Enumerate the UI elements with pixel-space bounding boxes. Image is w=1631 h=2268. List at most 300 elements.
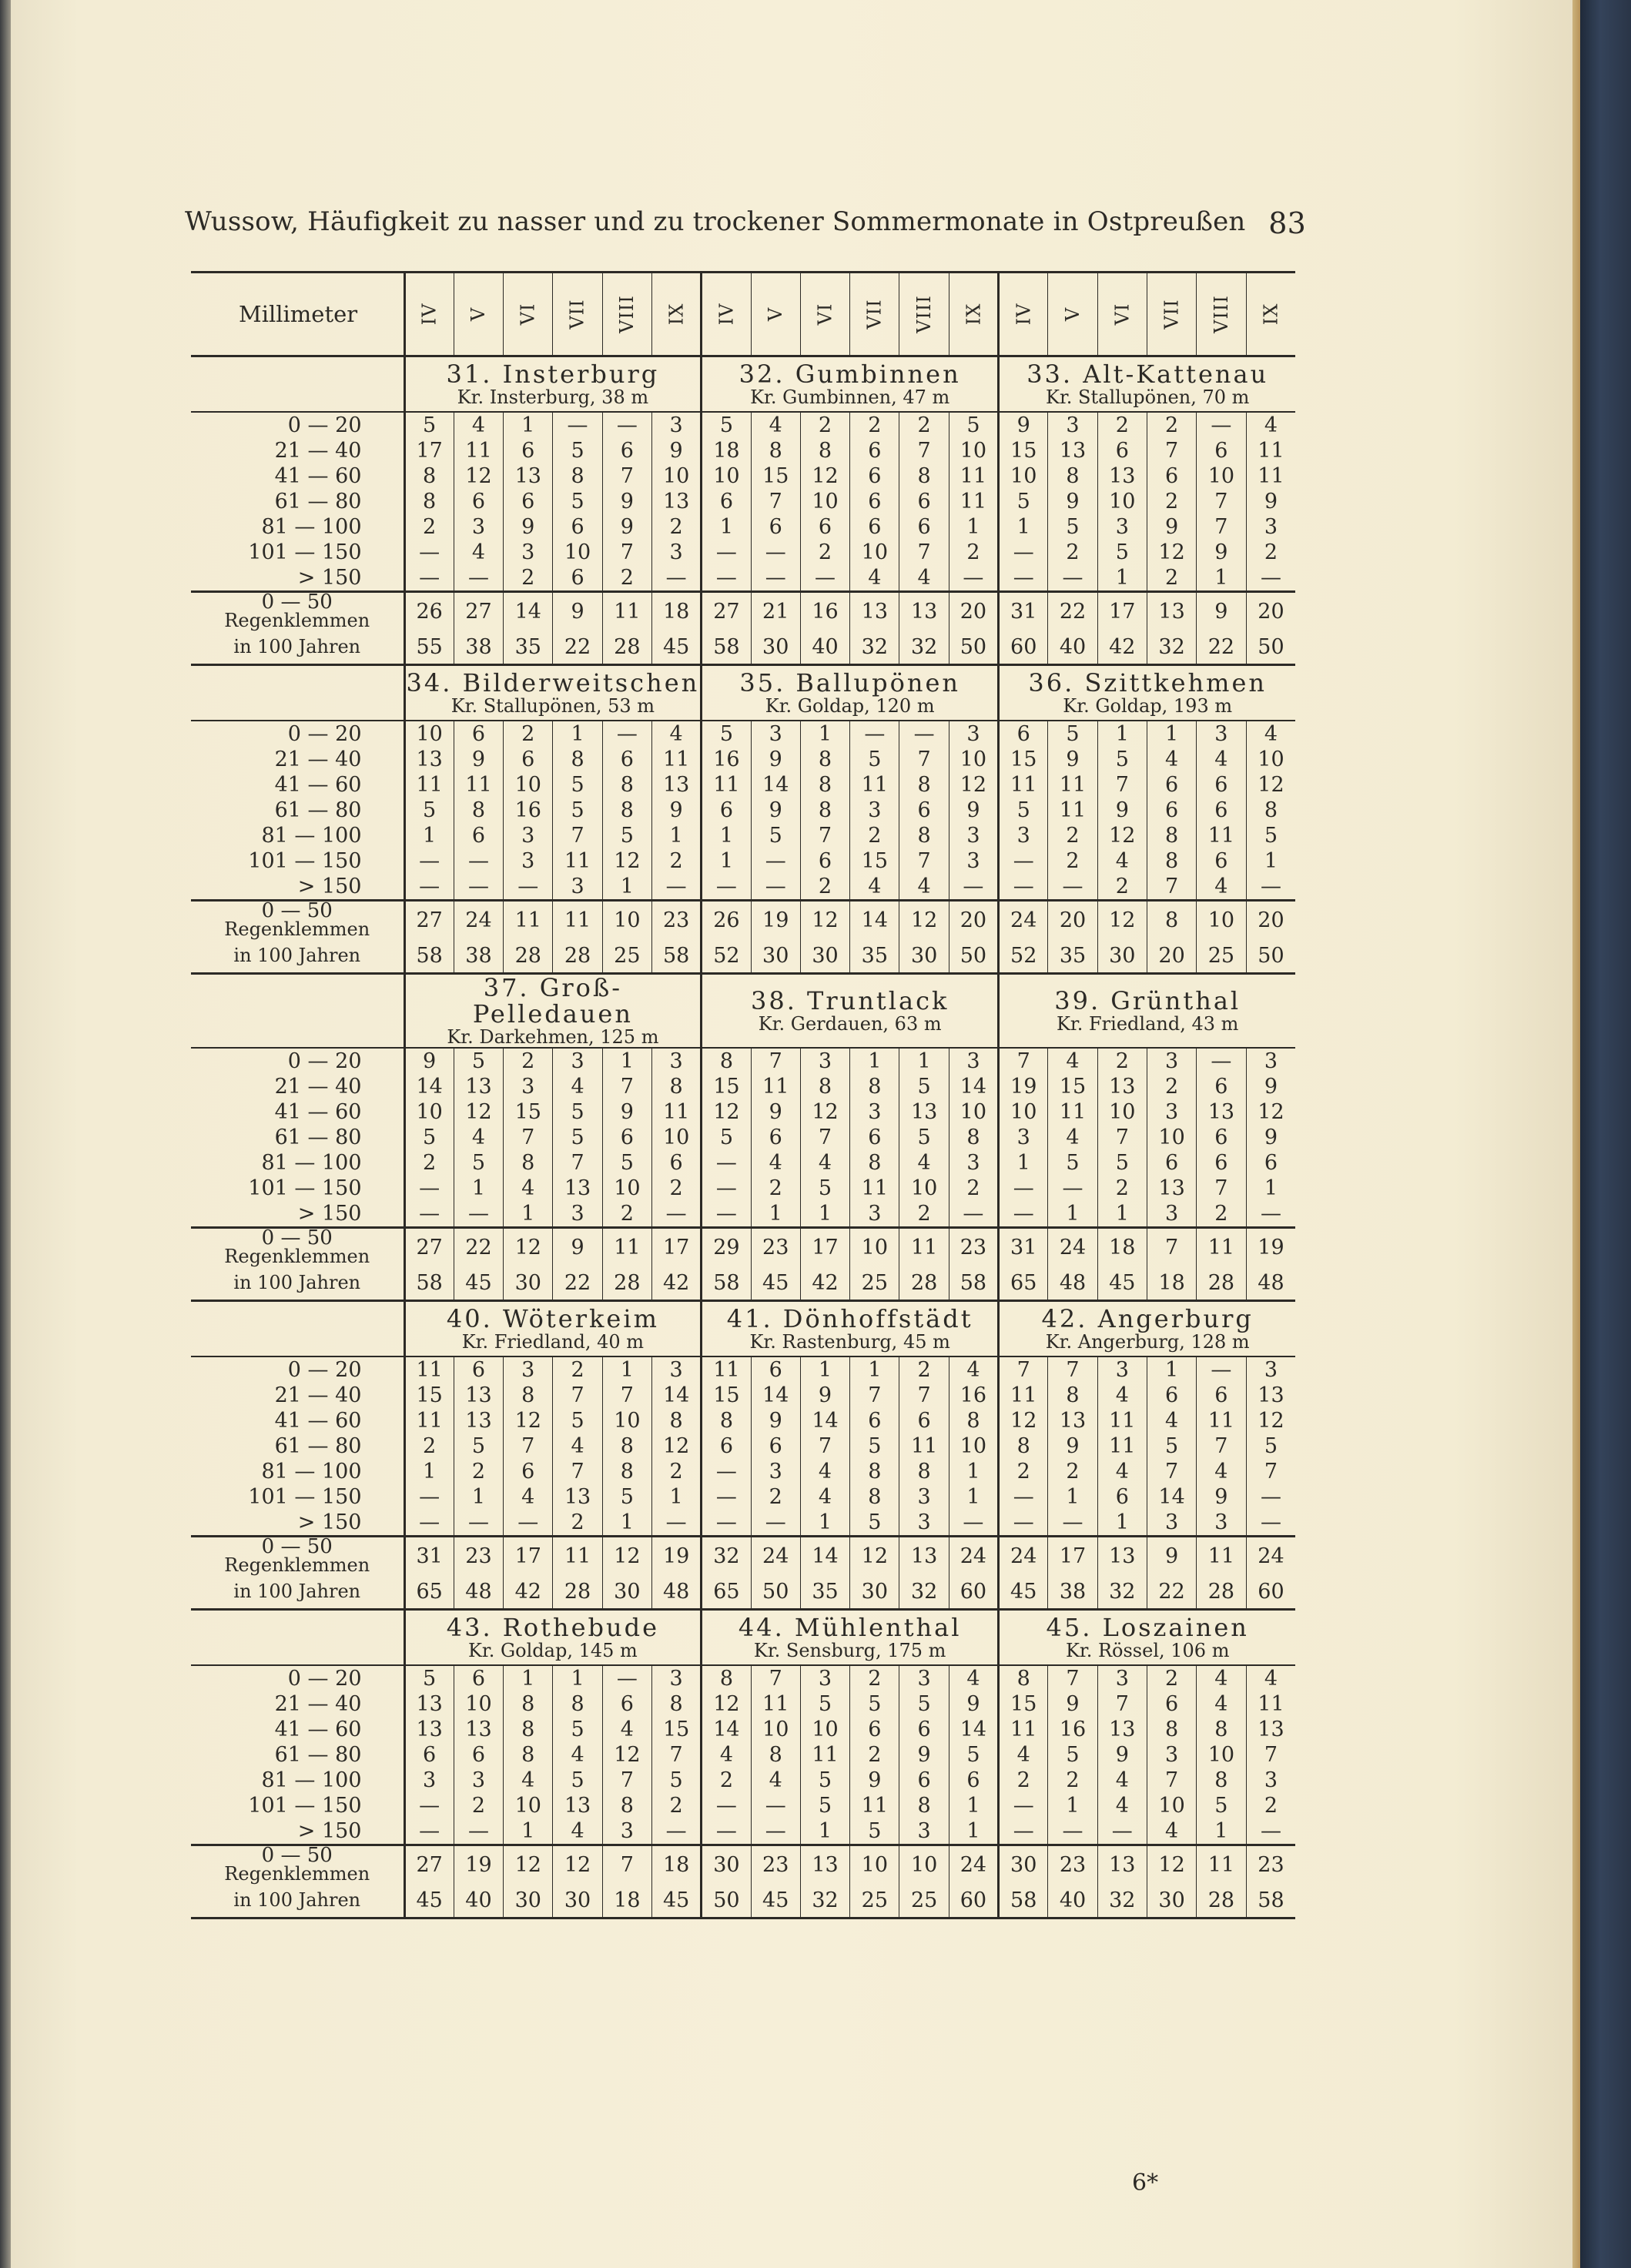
table-cell: 7 [1246, 1459, 1295, 1484]
table-row [191, 1176, 1295, 1201]
table-cell: 8 [553, 1691, 602, 1717]
table-cell: 11 [800, 1742, 849, 1768]
table-cell: 3 [553, 1201, 602, 1228]
table-cell: 1 [1147, 721, 1196, 747]
summary-cell: 10 [602, 901, 651, 939]
summary-cell: 40 [1048, 630, 1097, 665]
row-label: 61 — 80 [274, 489, 362, 513]
station-name: 35. Ballupönen [739, 668, 960, 697]
table-cell: 5 [999, 798, 1048, 823]
summary-cell: 48 [651, 1574, 701, 1610]
table-cell: 4 [1246, 412, 1295, 438]
table-cell: 2 [1246, 540, 1295, 565]
table-cell: 10 [949, 747, 998, 772]
table-row [191, 1099, 1295, 1125]
row-label: 0 — 20 [287, 1049, 362, 1073]
row-label: 0 — 20 [287, 1666, 362, 1691]
table-cell: 9 [1197, 1484, 1246, 1510]
table-cell: — [404, 1818, 454, 1845]
table-cell: 1 [404, 1459, 454, 1484]
table-cell: 11 [1048, 772, 1097, 798]
table-cell: 13 [553, 1176, 602, 1201]
table-cell: — [999, 1510, 1048, 1537]
table-cell: 9 [1097, 798, 1147, 823]
table-cell: 5 [800, 1793, 849, 1818]
table-cell: — [404, 1176, 454, 1201]
station-header [999, 974, 1296, 1049]
summary-cell: 45 [404, 1883, 454, 1918]
table-cell: 3 [949, 848, 998, 874]
summary-cell: 9 [553, 1228, 602, 1266]
table-cell: 2 [1197, 1201, 1246, 1228]
table-cell: 10 [800, 489, 849, 514]
row-label: 101 — 150 [248, 1484, 362, 1509]
station-district: Kr. Stallupönen, 70 m [1046, 386, 1250, 408]
table-cell: 8 [504, 1383, 553, 1408]
table-cell: 2 [504, 1048, 553, 1074]
table-cell: 10 [949, 1433, 998, 1459]
summary-label-range: 0 — 50 [261, 899, 333, 922]
table-cell: 11 [454, 438, 503, 463]
table-cell: 7 [1197, 514, 1246, 540]
table-row [191, 1408, 1295, 1433]
table-cell: 8 [602, 1433, 651, 1459]
table-row [191, 514, 1295, 540]
summary-cell: 52 [999, 938, 1048, 974]
table-cell: 2 [899, 1356, 949, 1383]
table-cell: 7 [800, 1433, 849, 1459]
summary-label [191, 901, 404, 939]
summary-cell: 20 [1246, 901, 1295, 939]
table-cell: 15 [404, 1383, 454, 1408]
table-cell: 11 [702, 772, 751, 798]
table-cell: 8 [899, 772, 949, 798]
table-cell: 2 [1097, 412, 1147, 438]
table-cell: 1 [1048, 1201, 1097, 1228]
table-cell: 8 [850, 1074, 899, 1099]
table-cell: 1 [850, 1048, 899, 1074]
month-header [850, 273, 899, 356]
table-cell: 3 [651, 1048, 701, 1074]
table-cell: 5 [949, 412, 998, 438]
table-cell: 2 [1048, 1768, 1097, 1793]
row-label: > 150 [191, 565, 404, 592]
table-row [191, 1818, 1295, 1845]
table-cell: 2 [404, 514, 454, 540]
table-cell: 14 [949, 1074, 998, 1099]
table-cell: 1 [800, 721, 849, 747]
table-cell: 8 [751, 1742, 800, 1768]
table-cell: — [404, 1201, 454, 1228]
table-cell: 8 [651, 1691, 701, 1717]
row-label: 21 — 40 [274, 747, 362, 771]
table-cell: 10 [1197, 463, 1246, 489]
table-cell: 1 [1048, 1793, 1097, 1818]
table-cell: 15 [702, 1074, 751, 1099]
table-cell: 5 [850, 1433, 899, 1459]
row-label: 41 — 60 [274, 1099, 362, 1124]
month-header-label: VII [863, 299, 886, 329]
table-cell: 6 [454, 1742, 503, 1768]
table-cell: 4 [850, 565, 899, 592]
table-cell: 4 [504, 1484, 553, 1510]
table-cell: 4 [1197, 1665, 1246, 1691]
month-header [602, 273, 651, 356]
table-cell: 10 [850, 540, 899, 565]
summary-row [191, 592, 1295, 631]
table-cell: 10 [1246, 747, 1295, 772]
table-cell: 5 [999, 489, 1048, 514]
table-cell: 4 [899, 874, 949, 901]
table-row [191, 1484, 1295, 1510]
table-cell: — [404, 874, 454, 901]
table-cell: — [850, 721, 899, 747]
table-cell: 10 [404, 721, 454, 747]
table-row [191, 798, 1295, 823]
summary-cell: 28 [899, 1266, 949, 1301]
summary-cell: 11 [553, 1537, 602, 1575]
station-header-spacer [191, 356, 404, 413]
table-cell: — [949, 1201, 998, 1228]
table-cell: 2 [850, 1742, 899, 1768]
table-cell: 5 [899, 1074, 949, 1099]
station-name: 41. Dönhoffstädt [726, 1304, 973, 1333]
table-cell: 13 [553, 1484, 602, 1510]
row-label: 0 — 20 [287, 1357, 362, 1382]
page-number: 83 [1268, 206, 1306, 240]
row-label: 81 — 100 [261, 823, 362, 848]
table-cell: 3 [404, 1768, 454, 1793]
summary-cell: 20 [949, 592, 998, 631]
table-cell: 7 [751, 489, 800, 514]
summary-row [191, 901, 1295, 939]
summary-cell: 25 [602, 938, 651, 974]
table-cell: 7 [553, 1459, 602, 1484]
table-cell: 10 [751, 1717, 800, 1742]
table-cell: 14 [751, 772, 800, 798]
table-cell: 5 [1097, 540, 1147, 565]
summary-cell: 20 [1246, 592, 1295, 631]
summary-cell: 28 [1197, 1266, 1246, 1301]
row-label: 81 — 100 [261, 514, 362, 539]
table-cell: 5 [454, 1433, 503, 1459]
table-cell: 5 [800, 1768, 849, 1793]
summary-cell: 28 [553, 1574, 602, 1610]
station-district: Kr. Insterburg, 38 m [457, 386, 649, 408]
table-cell: 6 [899, 1717, 949, 1742]
table-cell: 11 [1246, 463, 1295, 489]
summary-cell: 60 [999, 630, 1048, 665]
table-cell: — [454, 1510, 503, 1537]
table-cell: 1 [999, 514, 1048, 540]
table-cell: 12 [1097, 823, 1147, 848]
month-header [800, 273, 849, 356]
table-cell: 2 [949, 540, 998, 565]
station-district: Kr. Gerdauen, 63 m [758, 1013, 942, 1035]
table-cell: 2 [751, 1484, 800, 1510]
millimeter-header: Millimeter [191, 273, 404, 356]
summary-cell: 58 [651, 938, 701, 974]
table-cell: 10 [1197, 1742, 1246, 1768]
table-cell: 9 [651, 438, 701, 463]
station-header-row [191, 1301, 1295, 1357]
row-label: > 150 [191, 1201, 404, 1228]
table-cell: 1 [899, 1048, 949, 1074]
table-cell: 15 [651, 1717, 701, 1742]
table-cell: 4 [899, 1150, 949, 1176]
table-cell: 4 [1197, 747, 1246, 772]
table-cell: 6 [504, 489, 553, 514]
table-cell: 5 [850, 1510, 899, 1537]
table-cell: 5 [602, 823, 651, 848]
table-cell: — [1048, 1818, 1097, 1845]
table-cell: 13 [1147, 1176, 1196, 1201]
table-cell: 6 [1246, 1150, 1295, 1176]
summary-row [191, 1574, 1295, 1610]
table-cell: 8 [1147, 848, 1196, 874]
table-cell: 9 [751, 1408, 800, 1433]
summary-cell: 45 [454, 1266, 503, 1301]
table-cell: 6 [553, 565, 602, 592]
table-cell: 5 [602, 1150, 651, 1176]
table-cell: 7 [1197, 1433, 1246, 1459]
station-district: Kr. Goldap, 145 m [467, 1640, 638, 1661]
summary-cell: 45 [751, 1266, 800, 1301]
table-cell: 13 [651, 772, 701, 798]
table-cell: 7 [999, 1356, 1048, 1383]
table-cell: 3 [553, 874, 602, 901]
table-cell: 5 [800, 1176, 849, 1201]
table-cell: 5 [1097, 747, 1147, 772]
summary-label-title: Regenklemmen [224, 610, 370, 631]
summary-cell: 12 [504, 1228, 553, 1266]
table-cell: 1 [504, 412, 553, 438]
table-cell: 15 [751, 463, 800, 489]
summary-cell: 11 [602, 1228, 651, 1266]
summary-cell: 12 [553, 1845, 602, 1884]
table-cell: 3 [1147, 1201, 1196, 1228]
table-cell: 1 [602, 1510, 651, 1537]
summary-cell: 60 [949, 1574, 998, 1610]
table-cell: 7 [1097, 1125, 1147, 1150]
table-cell: 6 [1097, 1484, 1147, 1510]
station-header [702, 1301, 999, 1357]
summary-label-range: 0 — 50 [261, 590, 333, 614]
summary-cell: 12 [850, 1537, 899, 1575]
month-header [404, 273, 454, 356]
month-header [454, 273, 503, 356]
table-cell: 5 [899, 1125, 949, 1150]
table-cell: 7 [553, 1383, 602, 1408]
summary-cell: 38 [454, 938, 503, 974]
table-cell: — [999, 565, 1048, 592]
table-cell: 1 [1246, 1176, 1295, 1201]
table-row [191, 463, 1295, 489]
table-cell: 8 [404, 463, 454, 489]
month-header-label: IX [665, 303, 688, 326]
table-cell: 13 [1097, 1717, 1147, 1742]
table-cell: 2 [800, 412, 849, 438]
summary-cell: 24 [999, 1537, 1048, 1575]
row-label: 21 — 40 [274, 1691, 362, 1716]
table-cell: 15 [504, 1099, 553, 1125]
summary-cell: 17 [1097, 592, 1147, 631]
row-label: 21 — 40 [274, 438, 362, 463]
month-header [651, 273, 701, 356]
table-cell: 7 [602, 1383, 651, 1408]
station-name: 44. Mühlenthal [738, 1613, 962, 1642]
summary-cell: 13 [800, 1845, 849, 1884]
table-cell: 5 [1097, 1150, 1147, 1176]
table-cell: 3 [751, 1459, 800, 1484]
table-cell: 2 [1097, 874, 1147, 901]
table-cell: 5 [553, 798, 602, 823]
summary-cell: 7 [1147, 1228, 1196, 1266]
summary-cell: 24 [1246, 1537, 1295, 1575]
summary-cell: 21 [751, 592, 800, 631]
summary-cell: 19 [454, 1845, 503, 1884]
table-cell: 9 [1097, 1742, 1147, 1768]
table-cell: 12 [504, 1408, 553, 1433]
summary-cell: 13 [1147, 592, 1196, 631]
table-cell: 13 [1048, 438, 1097, 463]
table-cell: 16 [702, 747, 751, 772]
table-row [191, 1074, 1295, 1099]
table-cell: 9 [751, 1099, 800, 1125]
month-header [999, 273, 1048, 356]
table-cell: 2 [850, 1665, 899, 1691]
summary-row [191, 1845, 1295, 1884]
table-cell: 9 [1048, 489, 1097, 514]
table-row [191, 438, 1295, 463]
table-cell: 7 [1147, 438, 1196, 463]
table-cell: 8 [504, 1150, 553, 1176]
table-cell: 16 [949, 1383, 998, 1408]
summary-cell: 11 [504, 901, 553, 939]
table-cell: 11 [899, 1433, 949, 1459]
table-cell: — [999, 874, 1048, 901]
table-cell: 15 [1048, 1074, 1097, 1099]
summary-cell: 17 [504, 1537, 553, 1575]
table-cell: 9 [751, 798, 800, 823]
table-cell: 6 [602, 1691, 651, 1717]
table-cell: 12 [602, 1742, 651, 1768]
summary-cell: 23 [651, 901, 701, 939]
table-cell: — [751, 540, 800, 565]
station-header [999, 1610, 1296, 1666]
summary-cell: 58 [702, 1266, 751, 1301]
summary-cell: 27 [404, 1228, 454, 1266]
table-cell: 7 [1197, 489, 1246, 514]
summary-cell: 24 [949, 1845, 998, 1884]
table-cell: — [504, 1510, 553, 1537]
table-cell: 8 [899, 1459, 949, 1484]
table-cell: 11 [1246, 438, 1295, 463]
table-cell: 6 [1197, 772, 1246, 798]
table-cell: 8 [949, 1125, 998, 1150]
table-cell: 5 [553, 489, 602, 514]
summary-cell: 32 [1097, 1883, 1147, 1918]
summary-cell: 28 [602, 1266, 651, 1301]
summary-label [191, 1574, 404, 1610]
month-header-label: V [1062, 306, 1083, 322]
table-cell: 2 [602, 1201, 651, 1228]
table-cell: 7 [899, 540, 949, 565]
table-cell: 6 [850, 438, 899, 463]
summary-cell: 50 [949, 630, 998, 665]
table-cell: 13 [553, 1793, 602, 1818]
summary-cell: 22 [454, 1228, 503, 1266]
summary-cell: 65 [999, 1266, 1048, 1301]
summary-cell: 28 [602, 630, 651, 665]
table-cell: 3 [504, 823, 553, 848]
table-cell: 1 [949, 1793, 998, 1818]
summary-label-title: Regenklemmen [224, 1554, 370, 1576]
table-cell: 8 [454, 798, 503, 823]
table-cell: 12 [454, 463, 503, 489]
table-cell: 2 [651, 1793, 701, 1818]
table-cell: 17 [404, 438, 454, 463]
table-cell: 4 [504, 1768, 553, 1793]
summary-cell: 12 [504, 1845, 553, 1884]
table-cell: 7 [899, 438, 949, 463]
summary-row [191, 1883, 1295, 1918]
table-cell: 2 [702, 1768, 751, 1793]
table-cell: 9 [1147, 514, 1196, 540]
table-cell: 1 [504, 1201, 553, 1228]
summary-cell: 58 [702, 630, 751, 665]
summary-cell: 13 [899, 592, 949, 631]
table-cell: 5 [850, 1691, 899, 1717]
signature-mark: 6* [1132, 2169, 1159, 2196]
table-cell: 4 [454, 412, 503, 438]
summary-cell: 27 [404, 901, 454, 939]
table-cell: — [702, 1484, 751, 1510]
table-cell: 8 [651, 1408, 701, 1433]
summary-row [191, 1537, 1295, 1575]
summary-cell: 19 [751, 901, 800, 939]
table-cell: 4 [1197, 1459, 1246, 1484]
page-gutter-shadow [0, 0, 11, 2268]
table-cell: 10 [1097, 489, 1147, 514]
table-cell: 9 [949, 798, 998, 823]
month-header [899, 273, 949, 356]
table-cell: 5 [553, 1768, 602, 1793]
table-cell: 10 [553, 540, 602, 565]
table-cell: 6 [702, 798, 751, 823]
summary-cell: 45 [651, 1883, 701, 1918]
table-cell: 6 [1147, 1691, 1196, 1717]
table-cell: 6 [800, 848, 849, 874]
table-cell: 6 [751, 1125, 800, 1150]
table-cell: 5 [899, 1691, 949, 1717]
table-cell: 5 [702, 412, 751, 438]
station-name: 39. Grünthal [1054, 986, 1241, 1015]
table-cell: 6 [751, 514, 800, 540]
summary-cell: 30 [504, 1266, 553, 1301]
summary-cell: 48 [1246, 1266, 1295, 1301]
table-cell: 2 [1048, 823, 1097, 848]
summary-cell: 30 [850, 1574, 899, 1610]
table-cell: 4 [702, 1742, 751, 1768]
table-cell: 5 [553, 1099, 602, 1125]
summary-cell: 42 [504, 1574, 553, 1610]
running-header [185, 202, 1306, 248]
table-cell: 5 [454, 1048, 503, 1074]
table-cell: 9 [800, 1383, 849, 1408]
station-name: 42. Angerburg [1041, 1304, 1254, 1333]
month-header-label: VIII [913, 295, 936, 333]
